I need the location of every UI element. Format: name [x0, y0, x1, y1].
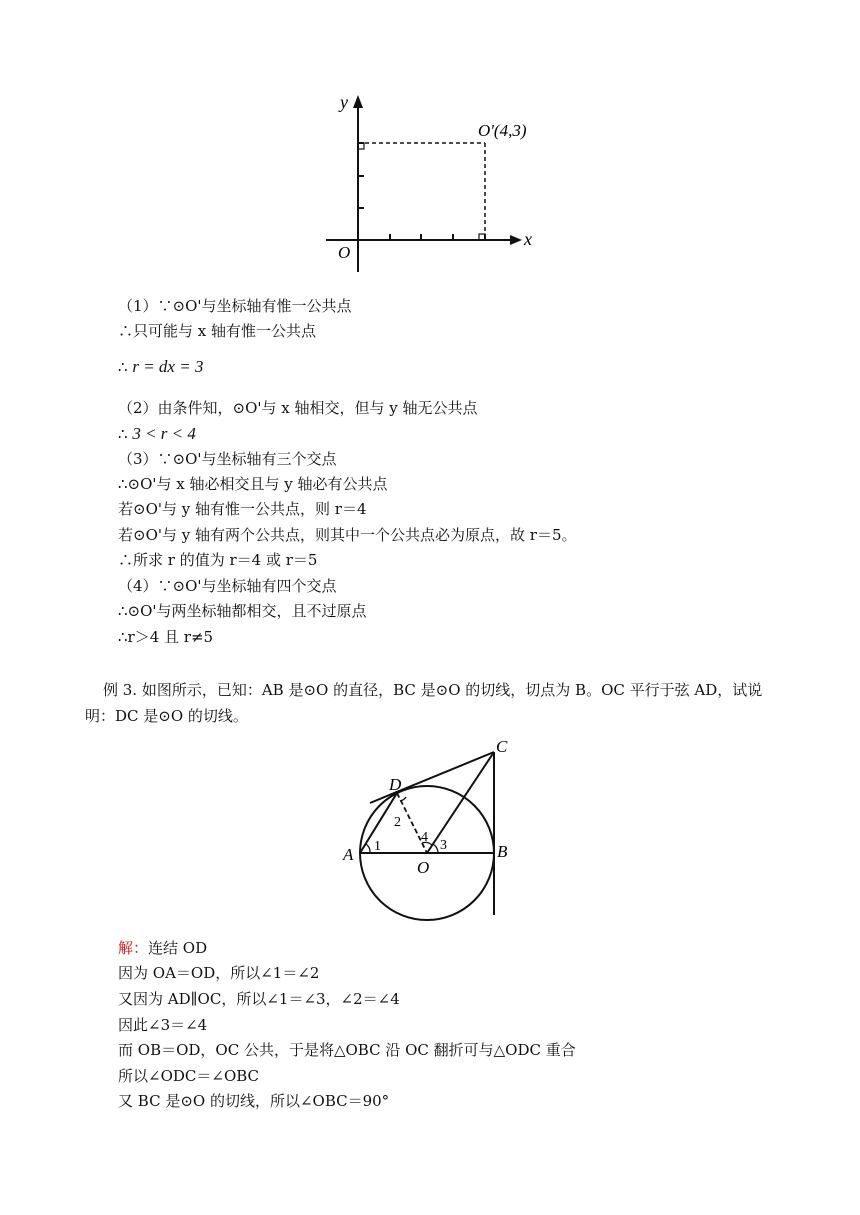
angle-2-label: 2: [394, 815, 401, 830]
formula-r-equals-dx: r = dx = 3: [132, 357, 204, 376]
point-a-label: A: [343, 845, 354, 864]
solution-line1: [118, 937, 207, 959]
inequality-3-r-4: 3 < r < 4: [132, 424, 196, 443]
solution-line5: 而 OB＝OD，OC 公共，于是将△OBC 沿 OC 翻折可与△ODC 重合: [118, 1041, 576, 1059]
angle-4-label: 4: [421, 830, 428, 845]
solution-line2: 因为 OA＝OD，所以∠1＝∠2: [118, 964, 320, 982]
solution-label: 解：: [118, 939, 149, 957]
part3-line4: 若⊙O'与 y 轴有两个公共点，则其中一个公共点必为原点，故 r＝5。: [118, 526, 577, 544]
part2-line1: （2）由条件知，⊙O'与 x 轴相交，但与 y 轴无公共点: [118, 399, 478, 417]
solution-line7: 又 BC 是⊙O 的切线，所以∠OBC＝90°: [118, 1092, 390, 1110]
point-d-label: D: [389, 775, 402, 794]
therefore-symbol: ∴: [118, 425, 128, 443]
angle-1-label: 1: [374, 839, 381, 854]
part3-line1: （3）∵⊙O'与坐标轴有三个交点: [118, 450, 337, 468]
angle-3-label: 3: [440, 838, 447, 853]
part3-line5: ∴所求 r 的值为 r＝4 或 r＝5: [118, 551, 318, 569]
therefore-symbol: ∴: [118, 358, 128, 376]
point-o-label: O: [417, 858, 430, 877]
solution-line6: 所以∠ODC＝∠OBC: [118, 1067, 260, 1085]
solution-line4: 因此∠3＝∠4: [118, 1016, 208, 1034]
y-axis-label: y: [340, 92, 348, 112]
solution-step1: 连结 OD: [148, 939, 208, 957]
part3-line3: 若⊙O'与 y 轴有惟一公共点，则 r＝4: [118, 500, 367, 518]
part4-line2: ∴⊙O'与两坐标轴都相交，且不过原点: [118, 602, 367, 620]
part4-line1: （4）∵⊙O'与坐标轴有四个交点: [118, 577, 337, 595]
origin-label: O: [338, 243, 351, 262]
part3-line2: ∴⊙O'与 x 轴必相交且与 y 轴必有公共点: [118, 475, 388, 493]
point-c-label: C: [496, 737, 508, 756]
x-axis-label: x: [524, 229, 532, 249]
point-label: O'(4,3): [478, 121, 527, 140]
part1-line2: ∴只可能与 x 轴有惟一公共点: [118, 322, 316, 340]
solution-line3: 又因为 AD∥OC，所以∠1＝∠3，∠2＝∠4: [118, 990, 400, 1008]
part1-line1: （1）∵⊙O'与坐标轴有惟一公共点: [118, 297, 352, 315]
example3-problem: 例 3. 如图所示，已知：AB 是⊙O 的直径，BC 是⊙O 的切线，切点为 B。OC 平行于弦 AD，试说明：DC 是⊙O 的切线。: [85, 681, 763, 725]
point-b-label: B: [497, 842, 508, 861]
part4-line3: ∴r＞4 且 r≠5: [118, 628, 214, 646]
